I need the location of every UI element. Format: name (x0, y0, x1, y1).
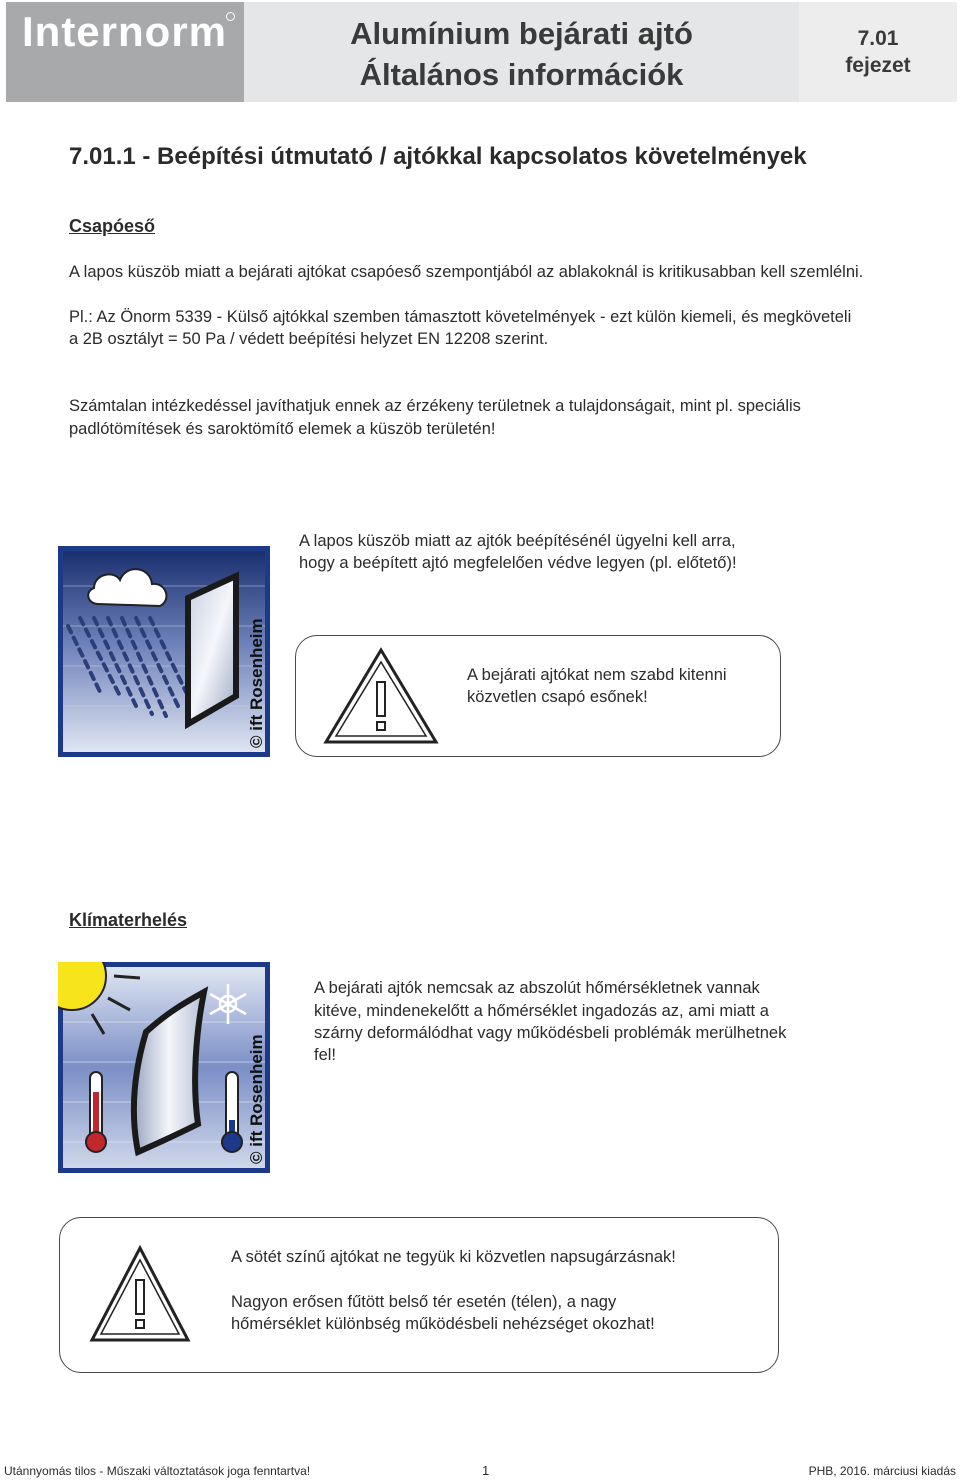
climate-paragraph-line4: fel! (314, 1046, 337, 1064)
header-title-line1: Alumínium bejárati ajtó (350, 16, 693, 51)
warning-triangle-icon-2 (88, 1244, 192, 1349)
section-heading-csapoeso: Csapóeső (69, 216, 156, 236)
warning-rain-line1: A bejárati ajtókat nem szabd kitenni (467, 666, 727, 684)
footer-edition: PHB, 2016. márciusi kiadás (808, 1464, 956, 1478)
warning-rain-line2: közvetlen csapó esőnek! (467, 688, 648, 706)
warning-climate-paragraph-2-line2: hőmérséklet különbség működésbeli nehézséget okozhat! (231, 1315, 655, 1333)
climate-paragraph-line2: kitéve, mindenekelőtt a hőmérséklet ingadozás az, ami miatt a (314, 1002, 769, 1020)
section1-paragraph-1: A lapos küszöb miatt a bejárati ajtókat csapóeső szempontjából az ablakoknál is kritikusabban kell szemlélni. (69, 263, 864, 281)
registered-mark-icon (226, 12, 235, 21)
warning-triangle-icon (322, 646, 440, 751)
rain-note-line1: A lapos küszöb miatt az ajtók beépítésénél ügyelni kell arra, (299, 532, 736, 550)
climate-paragraph-line3: szárny deformálódhat vagy működésbeli problémák merülhetnek (314, 1024, 787, 1042)
footer-copyright: Utánnyomás tilos - Műszaki változtatások joga fenntartva! (4, 1464, 311, 1478)
climate-paragraph-line1: A bejárati ajtók nemcsak az abszolút hőmérsékletnek vannak (314, 979, 760, 997)
climate-load-illustration (58, 962, 270, 1173)
warning-climate-paragraph-2-line1: Nagyon erősen fűtött belső tér esetén (télen), a nagy (231, 1293, 617, 1311)
header-title-block (244, 2, 799, 102)
section1-paragraph-2-line2: a 2B osztályt = 50 Pa / védett beépítési helyzet EN 12208 szerint. (69, 330, 549, 348)
header-chapter-block (799, 2, 957, 102)
chapter-word: fejezet (845, 54, 911, 77)
chapter-number: 7.01 (857, 27, 899, 50)
driving-rain-illustration (58, 546, 270, 757)
header-logo-block (6, 2, 244, 102)
section-heading-klimaterheles: Klímaterhelés (69, 910, 188, 930)
rain-image-credit: © ift Rosenheim (247, 618, 266, 748)
page-number: 1 (482, 1463, 490, 1478)
warning-climate-paragraph-1: A sötét színű ajtókat ne tegyük ki közvetlen napsugárzásnak! (231, 1248, 676, 1266)
section1-paragraph-3-line1: Számtalan intézkedéssel javíthatjuk ennek az érzékeny területnek a tulajdonságait, mint pl. speciális (69, 397, 801, 415)
rain-note-line2: hogy a beépített ajtó megfelelően védve legyen (pl. előtető)! (299, 554, 737, 572)
header-title-line2: Általános információk (359, 57, 684, 92)
internorm-logo: Internorm (22, 8, 228, 55)
main-heading: 7.01.1 - Beépítési útmutató / ajtókkal kapcsolatos követelmények (69, 143, 807, 170)
section1-paragraph-3-line2: padlótömítések és saroktömítő elemek a küszöb területén! (69, 420, 496, 438)
climate-image-credit: © ift Rosenheim (247, 1034, 266, 1164)
section1-paragraph-2-line1: Pl.: Az Önorm 5339 - Külső ajtókkal szemben támasztott követelmények - ezt külön kiemeli, és megköveteli (69, 308, 852, 326)
